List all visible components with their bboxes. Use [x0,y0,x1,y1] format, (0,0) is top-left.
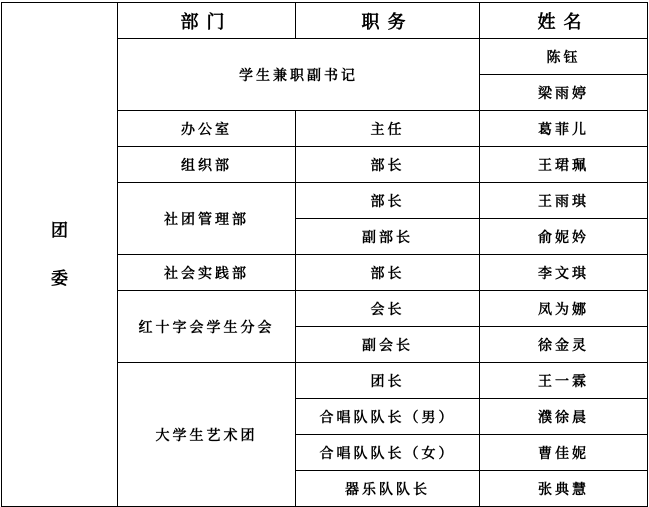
department-cell: 社会实践部 [118,255,296,291]
name-cell: 梁雨婷 [480,75,648,111]
position-cell: 部长 [296,183,480,219]
position-cell: 合唱队队长（男） [296,399,480,435]
position-cell: 合唱队队长（女） [296,435,480,471]
position-cell: 会长 [296,291,480,327]
name-cell: 凤为娜 [480,291,648,327]
position-cell: 团长 [296,363,480,399]
organization-cell [2,3,118,507]
name-cell: 葛菲儿 [480,111,648,147]
header-name: 姓名 [480,3,648,39]
name-cell: 李文琪 [480,255,648,291]
name-cell: 王一霖 [480,363,648,399]
header-position: 职务 [296,3,480,39]
department-cell: 大学生艺术团 [118,363,296,507]
position-cell: 副会长 [296,327,480,363]
position-cell: 部长 [296,147,480,183]
position-cell: 主任 [296,111,480,147]
name-cell: 王雨琪 [480,183,648,219]
name-cell: 王珺珮 [480,147,648,183]
name-cell: 濮徐晨 [480,399,648,435]
position-cell: 部长 [296,255,480,291]
header-department: 部门 [118,3,296,39]
organization-label: 团委 [51,220,68,289]
name-cell: 陈钰 [480,39,648,75]
position-cell: 副部长 [296,219,480,255]
roster-table [1,2,648,507]
department-cell: 学生兼职副书记 [118,39,480,111]
name-cell: 徐金灵 [480,327,648,363]
department-cell: 组织部 [118,147,296,183]
department-cell: 办公室 [118,111,296,147]
department-cell: 红十字会学生分会 [118,291,296,363]
header-row [2,3,648,39]
position-cell: 器乐队队长 [296,471,480,507]
department-cell: 社团管理部 [118,183,296,255]
name-cell: 曹佳妮 [480,435,648,471]
name-cell: 张典慧 [480,471,648,507]
name-cell: 俞妮妗 [480,219,648,255]
